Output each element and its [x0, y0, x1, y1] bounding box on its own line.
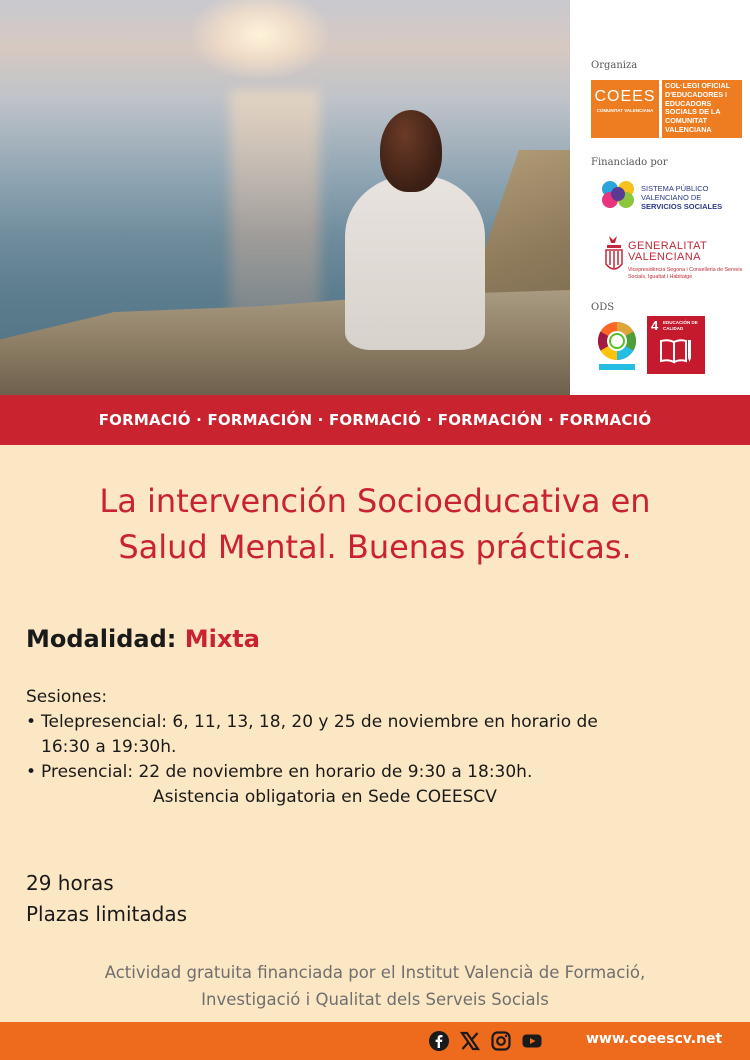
course-title-line1: La intervención Socioeducativa en	[99, 482, 651, 520]
funding-note	[0, 959, 750, 1013]
ods-wheel-icon	[594, 318, 640, 372]
gv-line1: GENERALITAT	[628, 240, 708, 252]
coees-full-name: COL·LEGI OFICIAL D'EDUCADORES I EDUCADORS SOCIALS DE LA COMUNITAT VALENCIANA	[662, 80, 742, 138]
instagram-icon[interactable]	[490, 1030, 512, 1052]
generalitat-name	[628, 241, 707, 263]
ods4-badge	[647, 316, 705, 374]
sesiones-heading: Sesiones:	[26, 687, 108, 707]
session-telepresencial-time: 16:30 a 19:30h.	[41, 737, 177, 757]
formacio-banner: FORMACIÓ · FORMACIÓN · FORMACIÓ · FORMACIÓN · FORMACIÓ	[0, 395, 750, 445]
session-telepresencial: Telepresencial: 6, 11, 13, 18, 20 y 25 de noviembre en horario de	[41, 712, 598, 732]
x-icon[interactable]	[459, 1030, 481, 1052]
coees-region: COMUNITAT VALENCIANA	[596, 108, 654, 113]
sesiones-block	[26, 685, 726, 810]
sps-line1: SISTEMA PÚBLICO	[641, 184, 709, 193]
sps-line2: VALENCIANO DE	[641, 193, 702, 202]
sps-logo-icon	[600, 178, 636, 212]
ods-label: ODS	[591, 302, 615, 313]
generalitat-subtitle: Vicepresidència Segona i Conselleria de Serveis Socials, Igualtat i Habitatge	[628, 267, 743, 280]
sponsor-panel	[570, 0, 750, 395]
youtube-icon[interactable]	[521, 1030, 543, 1052]
course-title-line2: Salud Mental. Buenas prácticas.	[118, 528, 632, 566]
financiado-label: Financiado por	[591, 157, 668, 168]
bottom-bar	[0, 1022, 750, 1060]
limited-places: Plazas limitadas	[26, 902, 188, 926]
course-title	[0, 478, 750, 570]
modalidad-value: Mixta	[184, 625, 260, 653]
facebook-icon[interactable]	[428, 1030, 450, 1052]
session-presencial: Presencial: 22 de noviembre en horario de 9:30 a 18:30h.	[41, 762, 533, 782]
website-link[interactable]: www.coeescv.net	[586, 1031, 723, 1047]
funding-note-line1: Actividad gratuita financiada por el Institut Valencià de Formació,	[104, 963, 646, 982]
modalidad	[26, 625, 260, 653]
list-item: • Telepresencial: 6, 11, 13, 18, 20 y 25 de noviembre en horario de 16:30 a 19:30h.	[26, 710, 726, 760]
sps-text	[641, 184, 749, 211]
coees-abbr: COEES	[594, 88, 656, 105]
organiza-label: Organiza	[591, 60, 638, 71]
sps-line3: SERVICIOS SOCIALES	[641, 202, 723, 211]
generalitat-shield-icon	[603, 234, 625, 278]
hero-photo	[0, 0, 570, 395]
book-pencil-icon	[660, 338, 692, 364]
coees-logo	[591, 80, 659, 138]
session-presencial-note: Asistencia obligatoria en Sede COEESCV	[153, 787, 497, 807]
ods4-text: EDUCACIÓN DE CALIDAD	[663, 320, 698, 331]
list-item: • Presencial: 22 de noviembre en horario de 9:30 a 18:30h.	[26, 760, 726, 785]
funding-note-line2: Investigació i Qualitat dels Serveis Socials	[201, 990, 549, 1009]
ods4-number: 4	[651, 318, 659, 333]
course-info	[26, 868, 187, 930]
hours: 29 horas	[26, 871, 114, 895]
modalidad-label: Modalidad:	[26, 625, 177, 653]
gv-line2: VALENCIANA	[628, 251, 701, 263]
